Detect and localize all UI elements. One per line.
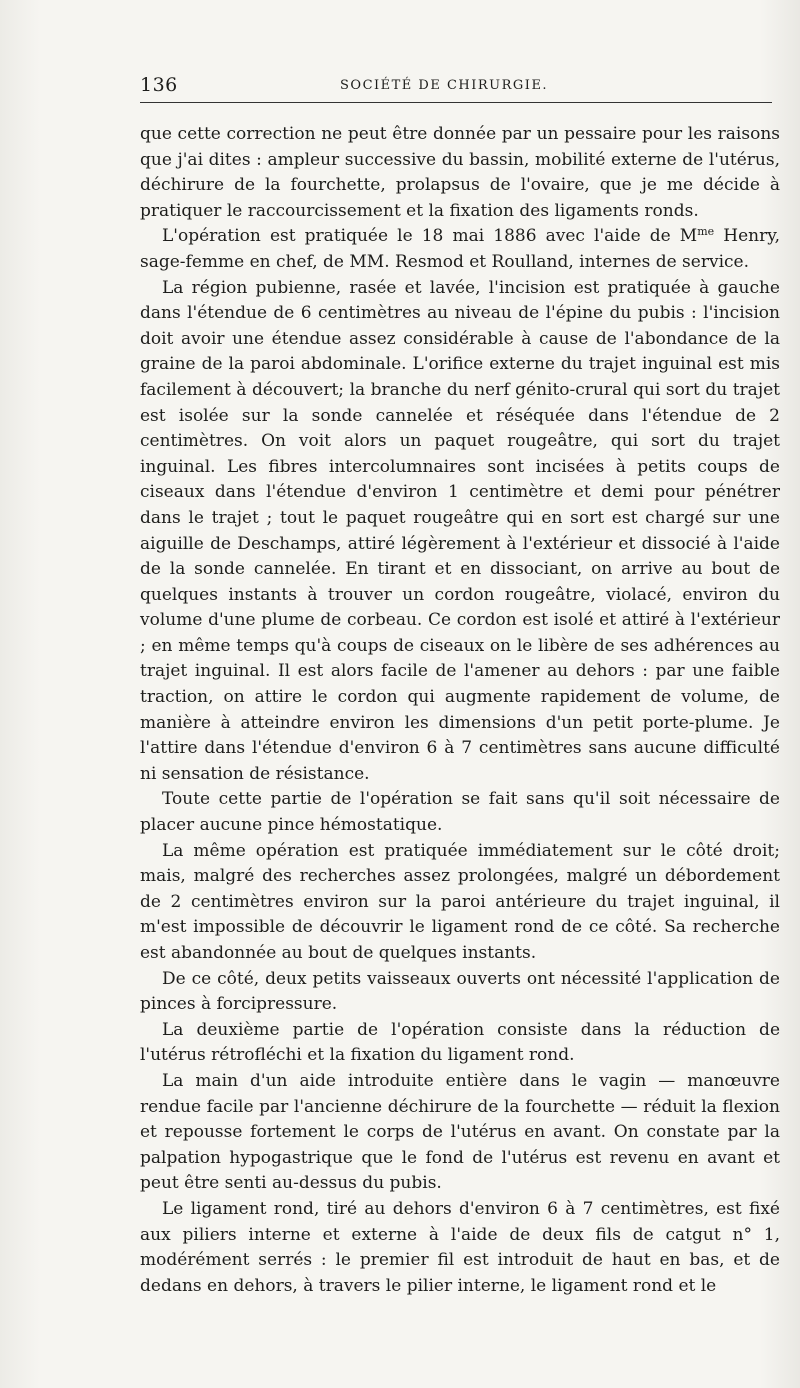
paragraph-3: La région pubienne, rasée et lavée, l'incision est pratiquée à gauche dans l'étendue de 6 centimètres au niveau de l'épine du pubis : l'incision doit avoir une étendue assez considérable à cause de l'abondance de la graine de la paroi abdominale. L'orifice externe du trajet inguinal est mis facilement à découvert; la branche du nerf génito-crural qui sort du trajet est isolée sur la sonde cannelée et réséquée dans l'étendue de 2 centimètres. On voit alors un paquet rougeâtre, qui sort du trajet inguinal. Les fibres intercolumnaires sont incisées à petits coups de ciseaux dans l'étendue d'environ 1 centimètre et demi pour pénétrer dans le trajet ; tout le paquet rougeâtre qui en sort est chargé sur une aiguille de Deschamps, attiré légèrement à l'extérieur et dissocié à l'aide de la sonde cannelée. En tirant et en dissociant, on arrive au bout de quelques instants à trouver un cordon rougeâtre, violacé, environ du volume d'une plume de corbeau. Ce cordon est isolé et attiré à l'extérieur ; en même temps qu'à coups de ciseaux on le libère de ses adhérences au trajet inguinal. Il est alors facile de l'amener au dehors : par une faible traction, on attire le cordon qui augmente rapidement de volume, de manière à atteindre environ les dimensions d'un petit porte-plume. Je l'attire dans l'étendue d'environ 6 à 7 centimètres sans aucune difficulté ni sensation de résistance. — [140, 277, 780, 784]
paragraph-7: La deuxième partie de l'opération consiste dans la réduction de l'utérus rétrofléchi et la fixation du ligament rond. — [140, 1019, 780, 1066]
paragraph-9: Le ligament rond, tiré au dehors d'environ 6 à 7 centimètres, est fixé aux piliers interne et externe à l'aide de deux fils de catgut n° 1, modérément serrés : le premier fil est introduit de haut en bas, et de dedans en dehors, à travers le pilier interne, le ligament rond et le — [140, 1198, 780, 1296]
title-superscript: me — [697, 225, 715, 239]
paragraph-6: De ce côté, deux petits vaisseaux ouverts ont nécessité l'application de pinces à forcipressure. — [140, 968, 780, 1015]
body-text — [140, 122, 780, 1299]
header-rule — [140, 102, 772, 103]
page-header — [140, 74, 780, 100]
running-head: SOCIÉTÉ DE CHIRURGIE. — [340, 78, 549, 93]
page-number: 136 — [140, 74, 178, 96]
paragraph-2-start: L'opération est pratiquée le 18 mai 1886 avec l'aide de M — [162, 226, 698, 247]
paragraph-8: La main d'un aide introduite entière dans le vagin — manœuvre rendue facile par l'ancienne déchirure de la fourchette — réduit la flexion et repousse fortement le corps de l'utérus en avant. On constate par la palpation hypogastrique que le fond de l'utérus est revenu en avant et peut être senti au-dessus du pubis. — [140, 1070, 780, 1194]
paragraph-1: que cette correction ne peut être donnée par un pessaire pour les raisons que j'ai dites : ampleur successive du bassin, mobilité externe de l'utérus, déchirure de la fourchette, prolapsus de l'ovaire, que je me décide à pratiquer le raccourcissement et la fixation des ligaments ronds. — [140, 124, 780, 221]
paragraph-4: Toute cette partie de l'opération se fait sans qu'il soit nécessaire de placer aucune pince hémostatique. — [140, 789, 780, 836]
paragraph-5: La même opération est pratiquée immédiatement sur le côté droit; mais, malgré des recherches assez prolongées, malgré un débordement de 2 centimètres environ sur la paroi antérieure du trajet inguinal, il m'est impossible de découvrir le ligament rond de ce côté. Sa recherche est abandonnée au bout de quelques instants. — [140, 840, 780, 963]
paragraph-2-end: Henry, sage-femme en chef, de MM. Resmod et Roulland, internes de service. — [140, 226, 780, 272]
paragraph-2 — [140, 224, 780, 275]
